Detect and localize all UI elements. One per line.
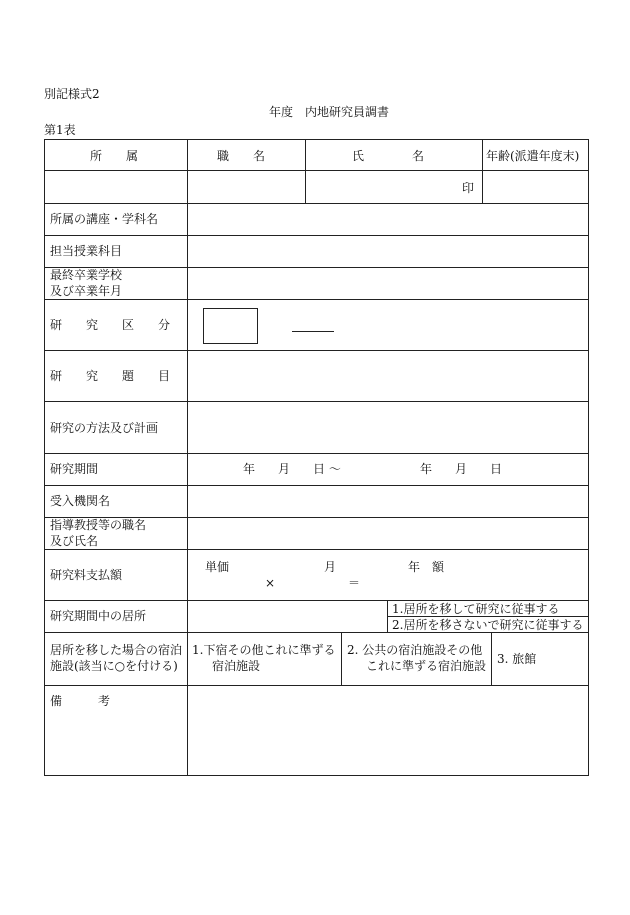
- remarks-label: 備 考: [50, 694, 111, 708]
- age-header: 年齢(派遣年度末): [486, 149, 580, 163]
- table-border-left: [44, 139, 45, 776]
- table-line: [305, 139, 306, 203]
- residence-option-move[interactable]: 1.居所を移して研究に従事する: [392, 602, 560, 616]
- table-label: 第1表: [44, 123, 76, 137]
- table-line: [44, 485, 589, 486]
- lodging-option-2-line2[interactable]: これに準ずる宿泊施設: [366, 659, 487, 673]
- table-line: [44, 299, 589, 300]
- table-border-bottom: [44, 775, 589, 776]
- lodging-option-1-line1[interactable]: 1.下宿その他これに準ずる: [192, 643, 336, 657]
- graduation-label-line2: 及び卒業年月: [50, 284, 123, 298]
- seal-mark: 印: [462, 181, 475, 195]
- period-start-year: 年: [243, 462, 256, 476]
- residence-label: 研究期間中の居所: [50, 609, 147, 623]
- period-start-month: 月: [278, 462, 291, 476]
- table-line: [44, 203, 589, 204]
- expenses-label: 研究料支払額: [50, 568, 123, 582]
- table-line: [491, 632, 492, 685]
- annual-amount-label: 年 額: [408, 560, 445, 574]
- table-line: [44, 685, 589, 686]
- lodging-option-3[interactable]: 3. 旅館: [497, 652, 537, 666]
- lodging-option-2-line1[interactable]: 2. 公共の宿泊施設その他: [347, 643, 483, 657]
- table-line: [44, 350, 589, 351]
- table-border-top: [44, 139, 589, 140]
- advisor-label-line2: 及び氏名: [50, 534, 99, 548]
- course-label: 所属の講座・学科名: [50, 212, 159, 226]
- method-label: 研究の方法及び計画: [50, 421, 159, 435]
- lodging-option-1-line2[interactable]: 宿泊施設: [212, 659, 261, 673]
- table-line: [187, 139, 188, 776]
- table-line: [44, 453, 589, 454]
- host-label: 受入機関名: [50, 494, 111, 508]
- table-line: [44, 549, 589, 550]
- table-line: [44, 235, 589, 236]
- unit-price-label: 単価: [205, 560, 230, 574]
- advisor-label-line1: 指導教授等の職名: [50, 518, 147, 532]
- table-line: [44, 267, 589, 268]
- period-label: 研究期間: [50, 462, 99, 476]
- month-label: 月: [324, 560, 337, 574]
- period-start-day: 日 ～: [313, 462, 341, 476]
- topic-label: 研 究 題 目: [50, 369, 171, 383]
- period-end-year: 年: [420, 462, 433, 476]
- category-underline[interactable]: [292, 331, 334, 332]
- table-line: [44, 401, 589, 402]
- times-sign: ×: [265, 576, 276, 590]
- table-line: [44, 600, 589, 601]
- table-line: [341, 632, 342, 685]
- form-title: 年度 内地研究員調書: [269, 105, 390, 119]
- category-code-box[interactable]: [203, 308, 258, 344]
- lodging-label-line1: 居所を移した場合の宿泊: [50, 643, 183, 657]
- lodging-label-line2: 施設(該当に○を付ける): [50, 659, 178, 673]
- form-number: 別記様式2: [44, 87, 100, 101]
- category-label: 研 究 区 分: [50, 318, 171, 332]
- residence-option-stay[interactable]: 2.居所を移さないで研究に従事する: [392, 618, 584, 632]
- table-line: [44, 170, 589, 171]
- table-line: [482, 139, 483, 203]
- subjects-label: 担当授業科目: [50, 244, 123, 258]
- table-line: [387, 600, 388, 632]
- equals-sign: ＝: [348, 576, 361, 590]
- affiliation-header: 所 属: [90, 149, 139, 163]
- graduation-label-line1: 最終卒業学校: [50, 268, 123, 282]
- table-border-right: [588, 139, 589, 776]
- name-header: 氏 名: [352, 149, 425, 163]
- position-header: 職 名: [217, 149, 266, 163]
- period-end-month: 月: [455, 462, 468, 476]
- period-end-day: 日: [490, 462, 503, 476]
